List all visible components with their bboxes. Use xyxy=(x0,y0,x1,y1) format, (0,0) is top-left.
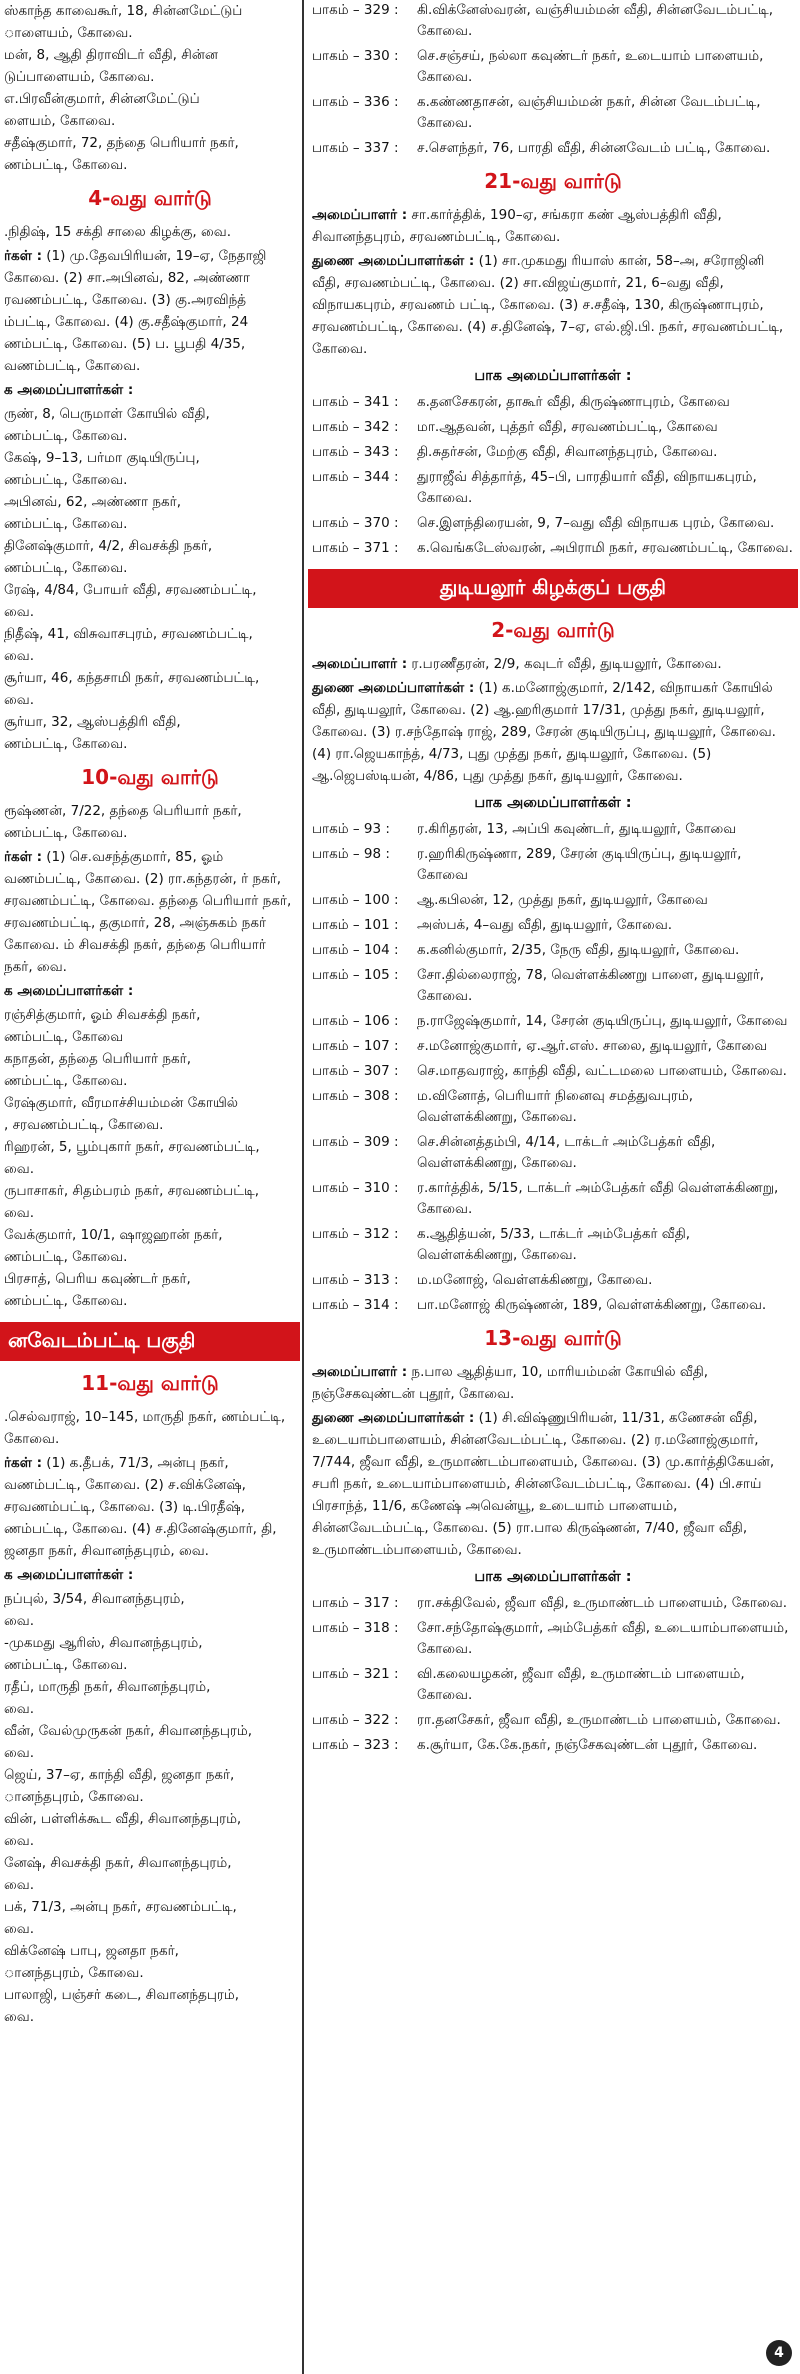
part-row xyxy=(312,392,794,413)
organizer-text: ந.பால ஆதித்யா, 10, மாரியம்மன் கோயில் வீதி, நஞ்சேகவுண்டன் புதூர், கோவை. xyxy=(312,1364,709,1402)
part-row xyxy=(312,138,794,159)
ward-4-organizer: .நிதிஷ், 15 சக்தி சாலை கிழக்கு, வை. xyxy=(4,224,232,240)
ward-4-title: 4-வது வார்டு xyxy=(88,186,212,210)
ward-11-part-list xyxy=(0,1588,300,2028)
text-line: வை. xyxy=(4,1701,34,1717)
part-row xyxy=(312,1618,794,1660)
left-column xyxy=(0,0,300,2028)
part-number: பாகம் – 308 : xyxy=(312,1088,399,1104)
text-line: ானந்தபுரம், கோவை. xyxy=(4,1965,144,1981)
part-row xyxy=(312,1132,794,1174)
part-row xyxy=(312,819,794,840)
part-row xyxy=(312,940,794,961)
text-line: நப்புல், 3/54, சிவானந்தபுரம், xyxy=(4,1591,185,1607)
deputies-text: (1) சி.விஷ்ணுபிரியன், 11/31, கணேசன் வீதி, உடையாம்பாளையம், சின்னவேடம்பட்டி, கோவை. (2) ர.மனோஜ்குமார், 7/744, ஜீவா வீதி, உருமாண்டம்பாளையம், கோவை. (3) மு.கார்த்திகேயன், சபரி நகர், உடையாம்பாளையம், சின்னவேடம்பட்டி, கோவை. (4) பி.சாய் பிரசாந்த், 11/6, கணேஷ் அவென்யூ, உடையாம் பாளையம், சின்னவேடம்பட்டி, கோவை. (5) ரா.பால கிருஷ்ணன், 7/40, ஜீவா வீதி, உருமாண்டம்பாளையம், கோவை. xyxy=(312,1410,775,1558)
ward-2-title: 2-வது வார்டு xyxy=(491,618,615,642)
text-line: ாளையம், கோவை. xyxy=(4,25,133,41)
ward-4-part-heading: க அமைப்பாளர்கள் : xyxy=(4,382,134,398)
part-organizer: க.தனசேகரன், தாகூர் வீதி, கிருஷ்ணாபுரம், கோவை xyxy=(417,394,730,410)
organizer-label: அமைப்பாளர் : xyxy=(312,1364,408,1380)
text-line: ருண், 8, பெருமாள் கோயில் வீதி, xyxy=(4,406,210,422)
ward-4-part-list xyxy=(0,403,300,755)
deputies-text: (1) க.மனோஜ்குமார், 2/142, விநாயகர் கோயில் வீதி, துடியலூர், கோவை. (2) ஆ.ஹரிகுமார் 17/31, முத்து நகர், துடியலூர், கோவை. (3) ர.சந்தோஷ் ராஜ், 289, சேரன் குடியிருப்பு, துடியலூர், கோவை. (4) ரா.ஜெயகாந்த், 4/73, புது முத்து நகர், துடியலூர், கோவை. (5) ஆ.ஜெபஸ்டியன், 4/86, புது முத்து நகர், துடியலூர், கோவை. xyxy=(312,680,776,784)
organizer-label: அமைப்பாளர் : xyxy=(312,656,408,672)
text-line: ரேஷ், 4/84, போயர் வீதி, சரவணம்பட்டி, xyxy=(4,582,257,598)
part-organizer: ம.வினோத், பெரியார் நினைவு சமத்துவபுரம், வெள்ளக்கிணறு, கோவை. xyxy=(417,1088,694,1125)
part-number: பாகம் – 101 : xyxy=(312,917,399,933)
text-line: வை. xyxy=(4,1161,34,1177)
part-organizer: செ.சஞ்சய், நல்லா கவுண்டர் நகர், உடையாம் பாளையம், கோவை. xyxy=(417,48,764,85)
ward-21-deputies xyxy=(312,250,794,360)
text-line: பிரசாத், பெரிய கவுண்டர் நகர், xyxy=(4,1271,191,1287)
deputies-text: (1) செ.வசந்த்குமார், 85, ஓம் வணம்பட்டி, கோவை. (2) ரா.கந்தரன், ர் நகர், சரவணம்பட்டி, கோவை. தந்தை பெரியார் நகர், சரவணம்பட்டி, தகுமார், 28, அஞ்சுகம் நகர் கோவை. ம் சிவசக்தி நகர், தந்தை பெரியார் நகர், வை. xyxy=(4,849,292,975)
deputies-text: (1) சா.முகமது ரியாஸ் கான், 58–அ, சரோஜினி வீதி, சரவணம்பட்டி, கோவை. (2) சா.விஜய்குமார், 21, 6–வது வீதி, விநாயகபுரம், சரவணம் பட்டி, கோவை. (3) ச.சதீஷ், 130, கிருஷ்ணாபுரம், சரவணம்பட்டி, கோவை. (4) ச.தினேஷ், 7–ஏ, எல்.ஜி.பி. நகர், சரவணம்பட்டி, கோவை. xyxy=(312,253,784,357)
part-number: பாகம் – 312 : xyxy=(312,1226,399,1242)
text-line: நிதீஷ், 41, விசுவாசபுரம், சரவணம்பட்டி, xyxy=(4,626,253,642)
text-line: ணம்பட்டி, கோவை. xyxy=(4,516,128,532)
ward-10-part-heading: க அமைப்பாளர்கள் : xyxy=(4,983,134,999)
ward-11-deputies xyxy=(4,1452,296,1562)
part-number: பாகம் – 371 : xyxy=(312,540,399,556)
part-row xyxy=(312,538,794,559)
text-line: ணம்பட்டி, கோவை. xyxy=(4,428,128,444)
part-number: பாகம் – 329 : xyxy=(312,2,399,18)
ward-10-organizer: ரூஷ்ணன், 7/22, தந்தை பெரியார் நகர், ணம்பட்டி, கோவை. xyxy=(4,803,242,841)
part-organizer: ச.சௌந்தர், 76, பாரதி வீதி, சின்னவேடம் பட்டி, கோவை. xyxy=(417,140,771,156)
ward-21-organizer xyxy=(312,204,794,248)
part-organizer: ந.ராஜேஷ்குமார், 14, சேரன் குடியிருப்பு, துடியலூர், கோவை xyxy=(417,1013,788,1029)
part-row xyxy=(312,844,794,886)
part-number: பாகம் – 307 : xyxy=(312,1063,399,1079)
text-line: வை. xyxy=(4,1921,34,1937)
text-line: , சரவணம்பட்டி, கோவை. xyxy=(4,1117,164,1133)
section-band-right: துடியலூர் கிழக்குப் பகுதி xyxy=(308,569,798,608)
deputies-label: துணை அமைப்பாளர்கள் : xyxy=(312,253,475,269)
text-line: வின், பள்ளிக்கூட வீதி, சிவானந்தபுரம், xyxy=(4,1811,242,1827)
part-organizer: க.கண்ணதாசன், வஞ்சியம்மன் நகர், சின்ன வேடம்பட்டி, கோவை. xyxy=(417,94,761,131)
part-organizer: ஆ.கபிலன், 12, முத்து நகர், துடியலூர், கோவை xyxy=(417,892,708,908)
text-line: ணம்பட்டி, கோவை. xyxy=(4,1657,128,1673)
part-row xyxy=(312,1295,794,1316)
ward-11-organizer: .செல்வராஜ், 10–145, மாருதி நகர், ணம்பட்டி, கோவை. xyxy=(4,1409,286,1447)
part-organizer: தி.சுதர்சன், மேற்கு வீதி, சிவானந்தபுரம், கோவை. xyxy=(417,444,718,460)
part-number: பாகம் – 310 : xyxy=(312,1180,399,1196)
part-row xyxy=(312,1224,794,1266)
ward-11-title: 11-வது வார்டு xyxy=(81,1371,219,1395)
text-line: தினேஷ்குமார், 4/2, சிவசக்தி நகர், xyxy=(4,538,213,554)
part-organizer: க.சூர்யா, கே.கே.நகர், நஞ்சேகவுண்டன் புதூர், கோவை. xyxy=(417,1737,758,1753)
text-line: வேக்குமார், 10/1, ஷாஜஹான் நகர், xyxy=(4,1227,223,1243)
text-line: வை. xyxy=(4,1877,34,1893)
part-row xyxy=(312,1086,794,1128)
part-number: பாகம் – 323 : xyxy=(312,1737,399,1753)
part-number: பாகம் – 322 : xyxy=(312,1712,399,1728)
part-number: பாகம் – 341 : xyxy=(312,394,399,410)
ward-4-deputies xyxy=(4,245,296,377)
deputies-label: துணை அமைப்பாளர்கள் : xyxy=(312,1410,475,1426)
text-line: ணம்பட்டி, கோவை. xyxy=(4,1249,128,1265)
part-number: பாகம் – 317 : xyxy=(312,1595,399,1611)
ward-21-part-list xyxy=(308,392,798,559)
part-organizer: சோ.சந்தோஷ்குமார், அம்பேத்கர் வீதி, உடையாம்பாளையம், கோவை. xyxy=(417,1620,789,1657)
part-row xyxy=(312,1178,794,1220)
ward-21-title: 21-வது வார்டு xyxy=(484,169,622,193)
part-organizer: ச.மனோஜ்குமார், ஏ.ஆர்.எஸ். சாலை, துடியலூர், கோவை xyxy=(417,1038,768,1054)
part-number: பாகம் – 344 : xyxy=(312,469,399,485)
ward-2-part-list xyxy=(308,819,798,1316)
column-divider xyxy=(302,0,304,2374)
text-line: ணம்பட்டி, கோவை. xyxy=(4,1293,128,1309)
part-organizer: செ.இளந்திரையன், 9, 7–வது வீதி விநாயக புரம், கோவை. xyxy=(417,515,775,531)
part-row xyxy=(312,915,794,936)
text-line: எ.பிரவீன்குமார், சின்னமேட்டுப் xyxy=(4,91,200,107)
part-number: பாகம் – 342 : xyxy=(312,419,399,435)
text-line: ணம்பட்டி, கோவை. xyxy=(4,736,128,752)
ward-13-deputies xyxy=(312,1407,794,1561)
text-line: வை. xyxy=(4,648,34,664)
part-organizer: செ.மாதவராஜ், காந்தி வீதி, வட்டமலை பாளையம், கோவை. xyxy=(417,1063,787,1079)
part-number: பாகம் – 370 : xyxy=(312,515,399,531)
part-organizer: ர.கிரிதரன், 13, அப்பி கவுண்டர், துடியலூர், கோவை xyxy=(417,821,737,837)
text-line: ணம்பட்டி, கோவை. xyxy=(4,560,128,576)
deputies-label: துணை அமைப்பாளர்கள் : xyxy=(312,680,475,696)
part-row xyxy=(312,0,794,42)
part-organizer: ர.கார்த்திக், 5/15, டாக்டர் அம்பேத்கர் வீதி வெள்ளக்கிணறு, கோவை. xyxy=(417,1180,779,1217)
part-number: பாகம் – 104 : xyxy=(312,942,399,958)
text-line: வை. xyxy=(4,692,34,708)
part-row xyxy=(312,417,794,438)
ward-21-part-heading: பாக அமைப்பாளர்கள் : xyxy=(474,368,632,384)
organizer-label: அமைப்பாளர் : xyxy=(312,207,408,223)
part-number: பாகம் – 105 : xyxy=(312,967,399,983)
ward-13-part-list xyxy=(308,1593,798,1756)
part-organizer: க.வெங்கடேஸ்வரன், அபிராமி நகர், சரவணம்பட்டி, கோவை. xyxy=(417,540,793,556)
ward-13-title: 13-வது வார்டு xyxy=(484,1326,622,1350)
text-line: வை. xyxy=(4,1833,34,1849)
part-row xyxy=(312,442,794,463)
part-row xyxy=(312,92,794,134)
part-number: பாகம் – 98 : xyxy=(312,846,390,862)
top-part-list xyxy=(308,0,798,159)
ward-2-part-heading: பாக அமைப்பாளர்கள் : xyxy=(474,795,632,811)
text-line: ணம்பட்டி, கோவை. xyxy=(4,1073,128,1089)
part-organizer: பா.மனோஜ் கிருஷ்ணன், 189, வெள்ளக்கிணறு, கோவை. xyxy=(417,1297,767,1313)
right-column xyxy=(308,0,798,1760)
part-row xyxy=(312,1664,794,1706)
part-number: பாகம் – 107 : xyxy=(312,1038,399,1054)
text-line: ானந்தபுரம், கோவை. xyxy=(4,1789,144,1805)
text-line: வை. xyxy=(4,1745,34,1761)
part-row xyxy=(312,1270,794,1291)
part-row xyxy=(312,1036,794,1057)
part-number: பாகம் – 337 : xyxy=(312,140,399,156)
part-organizer: ம.மனோஜ், வெள்ளக்கிணறு, கோவை. xyxy=(417,1272,653,1288)
text-line: வை. xyxy=(4,1613,34,1629)
text-line: விக்னேஷ் பாபு, ஜனதா நகர், xyxy=(4,1943,179,1959)
part-number: பாகம் – 313 : xyxy=(312,1272,399,1288)
part-number: பாகம் – 321 : xyxy=(312,1666,399,1682)
part-organizer: சோ.தில்லைராஜ், 78, வெள்ளக்கிணறு பாளை, துடியலூர், கோவை. xyxy=(417,967,765,1004)
deputies-label: ர்கள் : xyxy=(4,849,42,865)
text-line: கநாதன், தந்தை பெரியார் நகர், xyxy=(4,1051,192,1067)
text-line: கேஷ், 9–13, பர்மா குடியிருப்பு, xyxy=(4,450,200,466)
ward-13-part-heading: பாக அமைப்பாளர்கள் : xyxy=(474,1569,632,1585)
text-line: ரஞ்சித்குமார், ஓம் சிவசக்தி நகர், xyxy=(4,1007,201,1023)
text-line: ளையம், கோவை. xyxy=(4,113,116,129)
part-number: பாகம் – 100 : xyxy=(312,892,399,908)
organizer-text: ர.பரணீதரன், 2/9, கவுடர் வீதி, துடியலூர், கோவை. xyxy=(411,656,722,672)
ward-11-part-heading: க அமைப்பாளர்கள் : xyxy=(4,1567,134,1583)
text-line: வை. xyxy=(4,2009,34,2025)
part-organizer: க.ஆதித்யன், 5/33, டாக்டர் அம்பேத்கர் வீதி, வெள்ளக்கிணறு, கோவை. xyxy=(417,1226,691,1263)
text-line: ணம்பட்டி, கோவை. xyxy=(4,472,128,488)
text-line: ருபாசாகர், சிதம்பரம் நகர், சரவணம்பட்டி, xyxy=(4,1183,259,1199)
text-line: பாலாஜி, பஞ்சர் கடை, சிவானந்தபுரம், xyxy=(4,1987,240,2003)
text-line: னேஷ், சிவசக்தி நகர், சிவானந்தபுரம், xyxy=(4,1855,232,1871)
deputies-label: ர்கள் : xyxy=(4,248,42,264)
section-band-left: னவேடம்பட்டி பகுதி xyxy=(0,1322,300,1361)
text-line: வை. xyxy=(4,604,34,620)
part-row xyxy=(312,965,794,1007)
ward-10-title: 10-வது வார்டு xyxy=(81,765,219,789)
part-organizer: ரா.தனசேகர், ஜீவா வீதி, உருமாண்டம் பாளையம், கோவை. xyxy=(417,1712,781,1728)
text-line: அபினவ், 62, அண்ணா நகர், xyxy=(4,494,182,510)
part-number: பாகம் – 309 : xyxy=(312,1134,399,1150)
deputies-text: (1) மு.தேவபிரியன், 19–ஏ, நேதாஜி கோவை. (2) சா.அபினவ், 82, அண்ணா ரவணம்பட்டி, கோவை. (3) கு.அரவிந்த் ம்பட்டி, கோவை. (4) கு.சதீஷ்குமார், 24 ணம்பட்டி, கோவை. (5) ப. பூபதி 4/35, வணம்பட்டி, கோவை. xyxy=(4,248,267,374)
text-line: மன், 8, ஆதி திராவிடர் வீதி, சின்ன xyxy=(4,47,218,63)
part-row xyxy=(312,1710,794,1731)
part-organizer: ர.ஹரிகிருஷ்ணா, 289, சேரன் குடியிருப்பு, துடியலூர், கோவை xyxy=(417,846,742,883)
part-row xyxy=(312,890,794,911)
text-line: டுப்பாளையம், கோவை. xyxy=(4,69,155,85)
text-line: ரதீப், மாருதி நகர், சிவானந்தபுரம், xyxy=(4,1679,211,1695)
ward-10-part-list xyxy=(0,1004,300,1312)
text-line: ணம்பட்டி, கோவை. xyxy=(4,157,128,173)
ward-2-organizer xyxy=(312,653,794,675)
part-organizer: கி.விக்னேஸ்வரன், வஞ்சியம்மன் வீதி, சின்னவேடம்பட்டி, கோவை. xyxy=(417,2,774,39)
part-row xyxy=(312,467,794,509)
part-organizer: வி.கலையழகன், ஜீவா வீதி, உருமாண்டம் பாளையம், கோவை. xyxy=(417,1666,745,1703)
text-line: ஜெய், 37–ஏ, காந்தி வீதி, ஜனதா நகர், xyxy=(4,1767,235,1783)
text-line: வை. xyxy=(4,1205,34,1221)
left-top-lines xyxy=(0,0,300,176)
ward-10-deputies xyxy=(4,846,296,978)
text-line: சூர்யா, 46, கந்தசாமி நகர், சரவணம்பட்டி, xyxy=(4,670,260,686)
part-number: பாகம் – 318 : xyxy=(312,1620,399,1636)
page-number-badge: 4 xyxy=(766,2340,792,2366)
ward-13-organizer xyxy=(312,1361,794,1405)
part-number: பாகம் – 106 : xyxy=(312,1013,399,1029)
part-number: பாகம் – 336 : xyxy=(312,94,399,110)
part-number: பாகம் – 330 : xyxy=(312,48,399,64)
text-line: வீன், வேல்முருகன் நகர், சிவானந்தபுரம், xyxy=(4,1723,253,1739)
text-line: சூர்யா, 32, ஆஸ்பத்திரி வீதி, xyxy=(4,714,181,730)
part-organizer: அஸ்பக், 4–வது வீதி, துடியலூர், கோவை. xyxy=(417,917,673,933)
part-row xyxy=(312,1735,794,1756)
text-line: ரேஷ்குமார், வீரமாச்சியம்மன் கோயில் xyxy=(4,1095,239,1111)
text-line: சதீஷ்குமார், 72, தந்தை பெரியார் நகர், xyxy=(4,135,239,151)
text-line: ரிஹரன், 5, பூம்புகார் நகர், சரவணம்பட்டி, xyxy=(4,1139,260,1155)
part-number: பாகம் – 314 : xyxy=(312,1297,399,1313)
ward-2-deputies xyxy=(312,677,794,787)
part-row xyxy=(312,46,794,88)
text-line: ஸ்காந்த காவைகூர், 18, சின்னமேட்டுப் xyxy=(4,3,243,19)
part-organizer: துராஜீவ் சித்தார்த், 45–பி, பாரதியார் வீதி, விநாயகபுரம், கோவை. xyxy=(417,469,757,506)
part-number: பாகம் – 343 : xyxy=(312,444,399,460)
text-line: பக், 71/3, அன்பு நகர், சரவணம்பட்டி, xyxy=(4,1899,237,1915)
organizer-text: சா.கார்த்திக், 190–ஏ, சங்கரா கண் ஆஸ்பத்திரி வீதி, சிவானந்தபுரம், சரவணம்பட்டி, கோவை. xyxy=(312,207,722,245)
text-line: -முகமது ஆரிஸ், சிவானந்தபுரம், xyxy=(4,1635,203,1651)
deputies-label: ர்கள் : xyxy=(4,1455,42,1471)
deputies-text: (1) க.தீபக், 71/3, அன்பு நகர், வணம்பட்டி, கோவை. (2) ச.விக்னேஷ், சரவணம்பட்டி, கோவை. (3) டி.பிரதீஷ், ணம்பட்டி, கோவை. (4) ச.தினேஷ்குமார், தி, ஜனதா நகர், சிவானந்தபுரம், வை. xyxy=(4,1455,277,1559)
part-row xyxy=(312,1011,794,1032)
part-number: பாகம் – 93 : xyxy=(312,821,390,837)
part-organizer: செ.சின்னத்தம்பி, 4/14, டாக்டர் அம்பேத்கர் வீதி, வெள்ளக்கிணறு, கோவை. xyxy=(417,1134,716,1171)
part-row xyxy=(312,1061,794,1082)
part-row xyxy=(312,1593,794,1614)
part-organizer: ரா.சக்திவேல், ஜீவா வீதி, உருமாண்டம் பாளையம், கோவை. xyxy=(417,1595,787,1611)
part-organizer: மா.ஆதவன், புத்தர் வீதி, சரவணம்பட்டி, கோவை xyxy=(417,419,718,435)
text-line: ணம்பட்டி, கோவை xyxy=(4,1029,124,1045)
part-organizer: க.கனில்குமார், 2/35, நேரு வீதி, துடியலூர், கோவை. xyxy=(417,942,740,958)
part-row xyxy=(312,513,794,534)
